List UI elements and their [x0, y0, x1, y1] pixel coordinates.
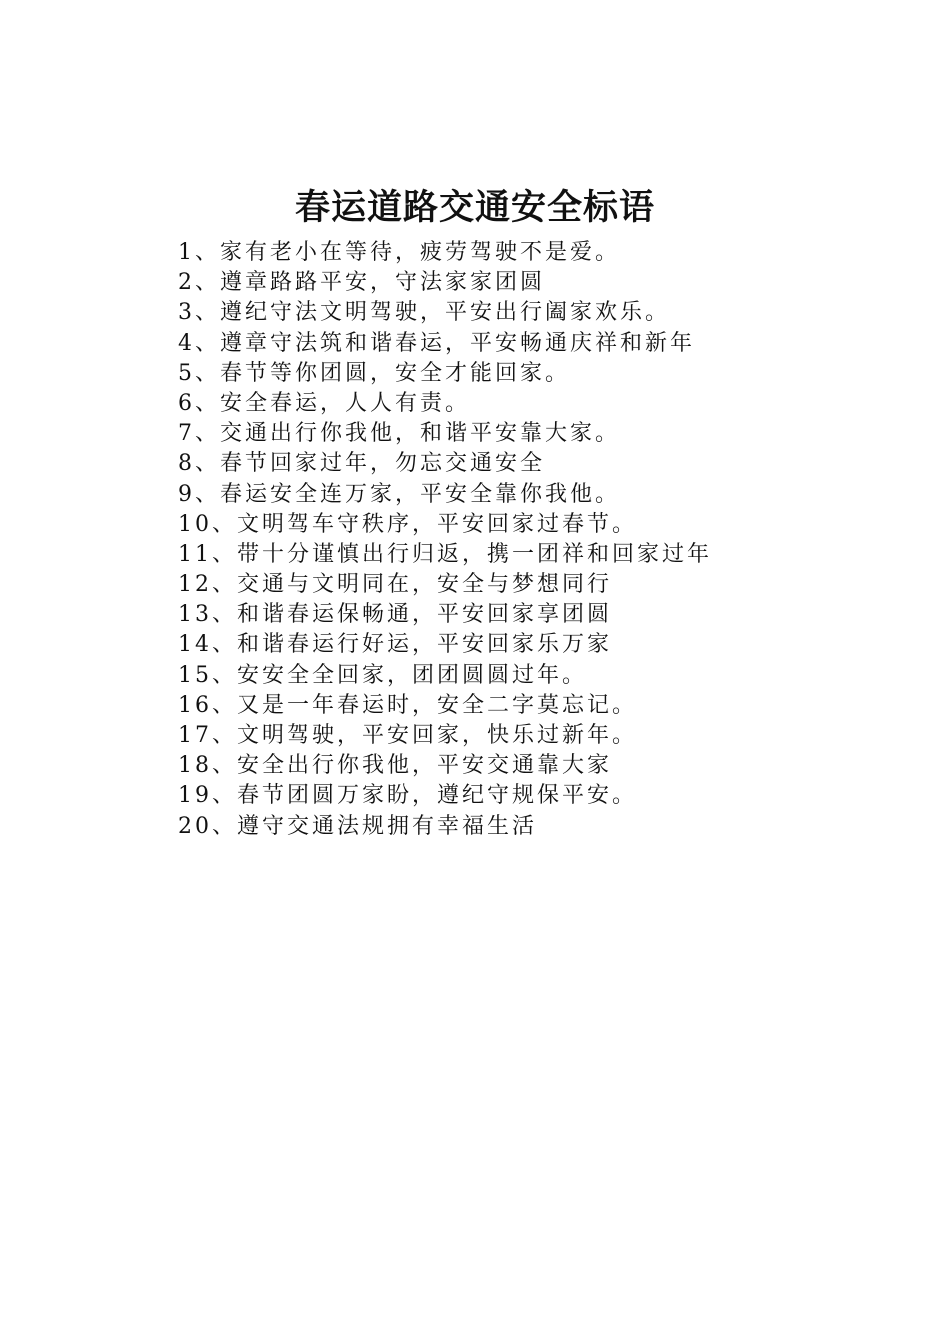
slogan-item: 5、春节等你团圆，安全才能回家。	[178, 360, 570, 386]
slogan-item: 8、春节回家过年，勿忘交通安全	[178, 451, 545, 477]
slogan-item: 16、又是一年春运时，安全二字莫忘记。	[178, 692, 637, 718]
document-title: 春运道路交通安全标语	[294, 187, 655, 228]
slogan-item: 12、交通与文明同在，安全与梦想同行	[178, 572, 612, 598]
slogan-item: 14、和谐春运行好运，平安回家乐万家	[178, 632, 612, 658]
slogan-item: 9、春运安全连万家，平安全靠你我他。	[178, 481, 620, 507]
slogan-item: 20、遵守交通法规拥有幸福生活	[178, 813, 537, 839]
slogan-item: 11、带十分谨慎出行归返，携一团祥和回家过年	[178, 541, 712, 567]
slogan-item: 17、文明驾驶，平安回家，快乐过新年。	[178, 723, 637, 748]
slogan-item: 1、家有老小在等待，疲劳驾驶不是爱。	[178, 240, 620, 265]
slogan-list	[178, 238, 712, 842]
slogan-item: 7、交通出行你我他，和谐平安靠大家。	[178, 421, 620, 447]
slogan-item: 6、安全春运，人人有责。	[178, 390, 470, 416]
slogan-item: 13、和谐春运保畅通，平安回家享团圆	[178, 602, 612, 628]
slogan-item: 18、安全出行你我他，平安交通靠大家	[178, 753, 612, 779]
slogan-item: 10、文明驾车守秩序，平安回家过春节。	[178, 511, 637, 537]
slogan-item: 2、遵章路路平安，守法家家团圆	[178, 270, 545, 296]
slogan-item: 3、遵纪守法文明驾驶，平安出行阖家欢乐。	[178, 300, 670, 326]
slogan-item: 19、春节团圆万家盼，遵纪守规保平安。	[178, 783, 637, 809]
slogan-item: 15、安安全全回家，团团圆圆过年。	[178, 662, 587, 688]
slogan-item: 4、遵章守法筑和谐春运，平安畅通庆祥和新年	[178, 330, 695, 356]
